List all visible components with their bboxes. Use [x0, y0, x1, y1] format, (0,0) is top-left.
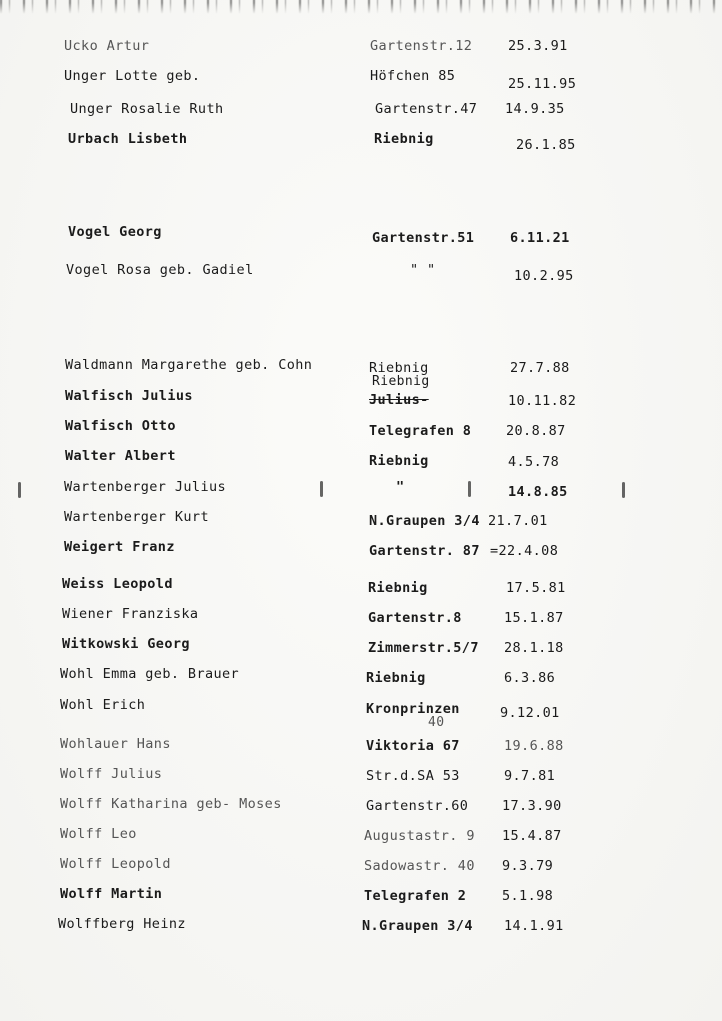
person-address: Telegrafen 8 — [369, 423, 472, 439]
list-entry — [0, 374, 722, 409]
list-entry — [0, 766, 722, 786]
person-address: Riebnig — [369, 453, 429, 469]
list-entry — [0, 479, 722, 499]
person-name: Weiss Leopold — [62, 576, 173, 592]
person-name: Weigert Franz — [64, 539, 175, 555]
list-entry — [0, 262, 722, 282]
person-name: Wolff Leo — [60, 826, 137, 842]
person-address: " — [396, 479, 405, 495]
list-entry — [0, 576, 722, 596]
person-address: Gartenstr.8 — [368, 610, 462, 626]
person-date: 14.9.35 — [505, 101, 565, 117]
person-name: Wiener Franziska — [62, 606, 199, 622]
list-entry — [0, 856, 722, 876]
person-address: Riebnig — [366, 670, 426, 686]
person-address: " " — [410, 262, 436, 278]
person-date: 26.1.85 — [516, 137, 576, 153]
list-entry — [0, 38, 722, 58]
person-address: Riebnig — [368, 580, 428, 596]
person-name: Wohl Erich — [60, 697, 146, 713]
person-name: Ucko Artur — [64, 38, 150, 54]
list-entry — [0, 826, 722, 846]
person-date: 14.1.91 — [504, 918, 564, 934]
person-date: 10.2.95 — [514, 268, 574, 284]
list-entry — [0, 886, 722, 906]
person-date: 21.7.01 — [488, 513, 548, 529]
person-address: Str.d.SA 53 — [366, 768, 460, 784]
person-date: 9.7.81 — [504, 768, 556, 784]
person-address: Höfchen 85 — [370, 68, 456, 84]
list-entry — [0, 68, 722, 92]
list-entry — [0, 509, 722, 529]
list-entry — [0, 697, 722, 730]
person-date: 25.11.95 — [508, 76, 577, 92]
address-annotation: Riebnig — [372, 374, 430, 389]
address-annotation: 40 — [428, 715, 445, 730]
list-entry — [0, 418, 722, 438]
scan-edge-marks — [0, 0, 722, 14]
person-date: 6.11.21 — [510, 230, 570, 246]
person-name: Vogel Rosa geb. Gadiel — [66, 262, 254, 278]
person-name: Wolff Leopold — [60, 856, 171, 872]
person-name: Wartenberger Julius — [64, 479, 227, 495]
person-date: 15.4.87 — [502, 828, 562, 844]
list-entry — [0, 666, 722, 686]
person-address: Gartenstr. 87 — [369, 543, 480, 559]
person-date: =22.4.08 — [490, 543, 559, 559]
person-address: N.Graupen 3/4 — [369, 513, 480, 529]
person-address: Kronprinzen — [366, 701, 460, 717]
list-entry — [0, 448, 722, 468]
list-entry — [0, 224, 722, 244]
person-address: Gartenstr.60 — [366, 798, 469, 814]
person-name: Wolff Katharina geb- Moses — [60, 796, 282, 812]
person-name: Walfisch Otto — [65, 418, 176, 434]
person-address: Telegrafen 2 — [364, 888, 467, 904]
person-name: Vogel Georg — [68, 224, 162, 240]
person-date: 9.3.79 — [502, 858, 554, 874]
person-date: 25.3.91 — [508, 38, 568, 54]
person-name: Wartenberger Kurt — [64, 509, 209, 525]
person-name: Wolff Julius — [60, 766, 163, 782]
person-address: Riebnig — [374, 131, 434, 147]
person-name: Wohlauer Hans — [60, 736, 171, 752]
person-date: 17.3.90 — [502, 798, 562, 814]
person-address: Sadowastr. 40 — [364, 858, 475, 874]
person-address: Viktoria 67 — [366, 738, 460, 754]
list-entry — [0, 636, 722, 656]
person-address: Riebnig — [369, 360, 429, 376]
person-date: 17.5.81 — [506, 580, 566, 596]
person-date: 14.8.85 — [508, 484, 568, 500]
person-name: Urbach Lisbeth — [68, 131, 188, 147]
person-address: Zimmerstr.5/7 — [368, 640, 479, 656]
person-date: 19.6.88 — [504, 738, 564, 754]
person-date: 5.1.98 — [502, 888, 554, 904]
person-address: N.Graupen 3/4 — [362, 918, 473, 934]
person-address: Gartenstr.12 — [370, 38, 473, 54]
person-name: Wolff Martin — [60, 886, 163, 902]
person-date: 28.1.18 — [504, 640, 564, 656]
list-entry — [0, 131, 722, 151]
list-entry — [0, 539, 722, 559]
person-name: Wohl Emma geb. Brauer — [60, 666, 240, 682]
list-entry — [0, 606, 722, 626]
person-name: Unger Lotte geb. — [64, 68, 201, 84]
person-date: 9.12.01 — [500, 705, 560, 721]
person-address: Augustastr. 9 — [364, 828, 475, 844]
person-date: 15.1.87 — [504, 610, 564, 626]
person-date: 4.5.78 — [508, 454, 560, 470]
person-address: Gartenstr.47 — [375, 101, 478, 117]
list-entry — [0, 101, 722, 121]
person-name: Walter Albert — [65, 448, 176, 464]
person-date: 6.3.86 — [504, 670, 556, 686]
list-entry — [0, 357, 722, 377]
person-name: Unger Rosalie Ruth — [70, 101, 224, 117]
list-entry — [0, 916, 722, 936]
list-entry — [0, 796, 722, 816]
list-entry — [0, 736, 722, 756]
person-name: Wolffberg Heinz — [58, 916, 186, 932]
person-name: Waldmann Margarethe geb. Cohn — [65, 357, 313, 373]
person-date: 27.7.88 — [510, 360, 570, 376]
person-name: Witkowski Georg — [62, 636, 190, 652]
person-name: Walfisch Julius — [65, 388, 193, 404]
person-address: Gartenstr.51 — [372, 230, 475, 246]
person-date: 20.8.87 — [506, 423, 566, 439]
person-date: 10.11.82 — [508, 393, 577, 409]
person-address: Julius- — [369, 392, 429, 408]
